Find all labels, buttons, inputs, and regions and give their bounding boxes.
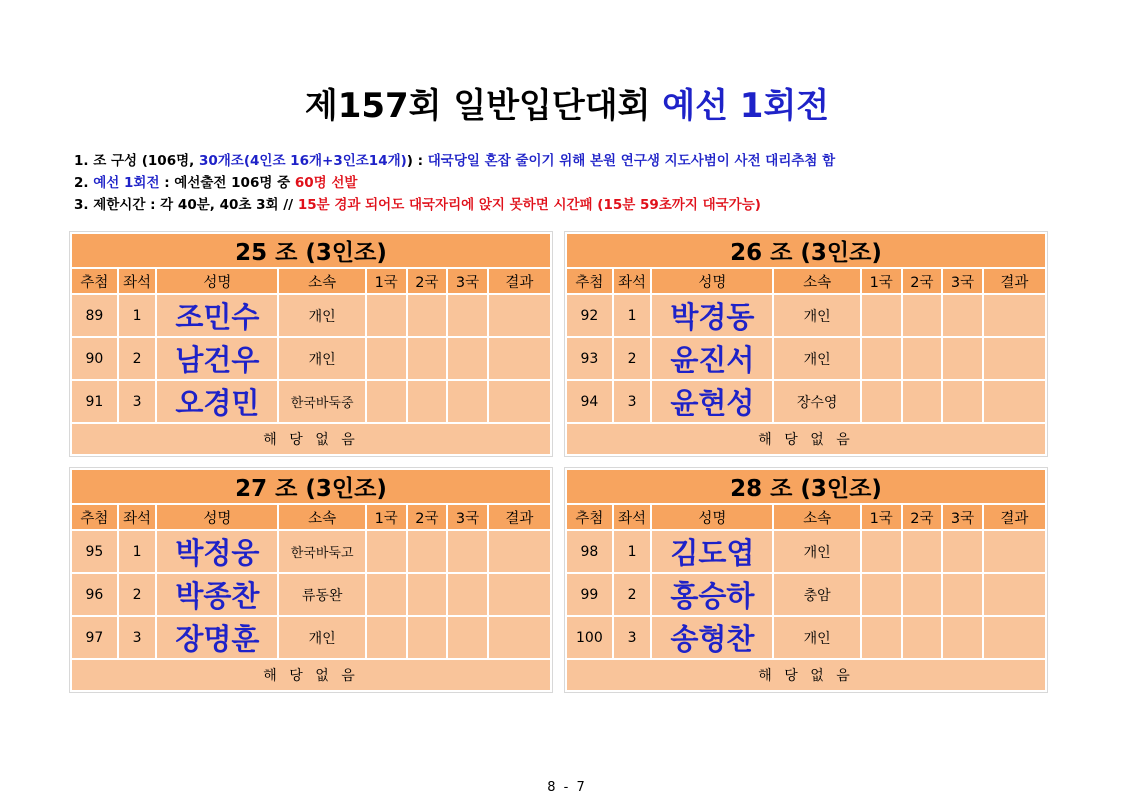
group-table [565,468,1047,692]
result-cell [984,381,1045,422]
column-header: 2국 [903,505,942,529]
game-3-cell [943,617,982,658]
column-header: 2국 [408,269,447,293]
player-club: 한국바둑중 [279,381,364,422]
note-text: 3. 제한시간 : 각 40분, 40초 3회 // [74,197,298,213]
column-header: 추첨 [72,269,117,293]
group-grid [70,468,552,692]
game-2-cell [408,295,447,336]
column-header: 3국 [448,269,487,293]
game-2-cell [903,617,942,658]
game-2-cell [903,531,942,572]
result-cell [489,338,550,379]
table-row [72,617,550,658]
player-club: 개인 [279,338,364,379]
game-1-cell [367,381,406,422]
game-1-cell [367,574,406,615]
game-1-cell [862,617,901,658]
column-header: 결과 [489,269,550,293]
player-name: 조민수 [157,295,277,336]
seat-number: 2 [119,338,156,379]
seat-number: 3 [119,617,156,658]
note-text: 15분 경과 되어도 대국자리에 앉지 못하면 시간패 (15분 59초까지 대국가능) [297,197,761,213]
column-header: 소속 [279,505,364,529]
game-3-cell [448,381,487,422]
column-header: 소속 [774,505,859,529]
game-2-cell [903,381,942,422]
game-1-cell [862,338,901,379]
seat-number: 2 [614,338,651,379]
table-row [72,381,550,422]
draw-number: 99 [567,574,612,615]
player-club: 류동완 [279,574,364,615]
column-header: 소속 [774,269,859,293]
title-highlight: 예선 1회전 [662,86,830,126]
game-3-cell [943,531,982,572]
game-3-cell [943,338,982,379]
game-1-cell [367,531,406,572]
column-header: 결과 [489,505,550,529]
column-header: 성명 [652,505,772,529]
result-cell [984,617,1045,658]
player-name: 장명훈 [157,617,277,658]
result-cell [489,381,550,422]
game-1-cell [862,295,901,336]
group-table [70,468,552,692]
draw-number: 96 [72,574,117,615]
seat-number: 3 [119,381,156,422]
game-3-cell [943,381,982,422]
column-header: 소속 [279,269,364,293]
game-3-cell [943,574,982,615]
player-club: 개인 [279,295,364,336]
column-header: 성명 [157,505,277,529]
seat-number: 2 [119,574,156,615]
player-name: 홍승하 [652,574,772,615]
group-title: 26 조 (3인조) [567,234,1045,267]
game-1-cell [862,531,901,572]
notes [74,150,835,216]
column-header: 3국 [448,505,487,529]
group-footer: 해 당 없 음 [567,660,1045,690]
result-cell [489,531,550,572]
seat-number: 2 [614,574,651,615]
game-2-cell [903,574,942,615]
column-header: 3국 [943,269,982,293]
table-row [72,531,550,572]
group-title: 28 조 (3인조) [567,470,1045,503]
result-cell [984,338,1045,379]
player-name: 남건우 [157,338,277,379]
table-row [567,574,1045,615]
seat-number: 1 [614,295,651,336]
group-table [70,232,552,456]
player-club: 개인 [774,295,859,336]
note-line-1 [74,150,835,172]
game-1-cell [367,295,406,336]
player-name: 김도엽 [652,531,772,572]
game-1-cell [862,381,901,422]
game-3-cell [448,574,487,615]
note-text: 대국당일 혼잡 줄이기 위해 본원 연구생 지도사범이 사전 대리추첨 함 [427,153,836,169]
draw-number: 100 [567,617,612,658]
result-cell [984,531,1045,572]
column-header: 1국 [367,505,406,529]
game-2-cell [408,574,447,615]
game-3-cell [943,295,982,336]
table-row [72,295,550,336]
player-name: 오경민 [157,381,277,422]
seat-number: 1 [119,295,156,336]
player-club: 한국바둑고 [279,531,364,572]
column-header: 결과 [984,505,1045,529]
game-1-cell [367,338,406,379]
table-row [72,338,550,379]
table-row [567,295,1045,336]
player-name: 박정웅 [157,531,277,572]
group-title: 27 조 (3인조) [72,470,550,503]
group-grid [70,232,552,456]
column-header: 2국 [408,505,447,529]
column-header: 2국 [903,269,942,293]
title-main: 제157회 일반입단대회 [304,86,651,126]
result-cell [489,617,550,658]
column-header: 좌석 [119,269,156,293]
player-name: 박경동 [652,295,772,336]
column-header: 3국 [943,505,982,529]
column-header: 성명 [652,269,772,293]
column-header: 추첨 [567,505,612,529]
note-text: 30개조(4인조 16개+3인조14개) [198,153,407,169]
column-header: 1국 [862,505,901,529]
seat-number: 3 [614,617,651,658]
page-number: 8 - 7 [547,780,587,795]
player-name: 박종찬 [157,574,277,615]
draw-number: 92 [567,295,612,336]
note-text: ) : [406,153,428,169]
group-grid [565,468,1047,692]
draw-number: 94 [567,381,612,422]
table-row [72,574,550,615]
player-club: 개인 [774,617,859,658]
draw-number: 97 [72,617,117,658]
draw-number: 89 [72,295,117,336]
game-3-cell [448,295,487,336]
table-row [567,381,1045,422]
column-header: 추첨 [567,269,612,293]
seat-number: 3 [614,381,651,422]
draw-number: 95 [72,531,117,572]
group-footer: 해 당 없 음 [72,424,550,454]
result-cell [489,574,550,615]
draw-number: 91 [72,381,117,422]
column-header: 추첨 [72,505,117,529]
game-3-cell [448,617,487,658]
seat-number: 1 [614,531,651,572]
group-title: 25 조 (3인조) [72,234,550,267]
player-club: 장수영 [774,381,859,422]
group-footer: 해 당 없 음 [567,424,1045,454]
player-name: 윤현성 [652,381,772,422]
game-1-cell [862,574,901,615]
note-text: 예선 1회전 [93,175,160,191]
game-2-cell [903,295,942,336]
note-line-3 [74,194,835,216]
column-header: 좌석 [614,269,651,293]
note-text: 2. [74,175,94,191]
note-text: 1. 조 구성 (106명, [74,153,199,169]
game-2-cell [408,531,447,572]
column-header: 결과 [984,269,1045,293]
player-name: 윤진서 [652,338,772,379]
table-row [567,338,1045,379]
game-1-cell [367,617,406,658]
group-footer: 해 당 없 음 [72,660,550,690]
note-text: 60명 선발 [294,175,358,191]
table-row [567,617,1045,658]
draw-number: 90 [72,338,117,379]
note-line-2 [74,172,835,194]
group-table [565,232,1047,456]
player-name: 송형찬 [652,617,772,658]
game-2-cell [903,338,942,379]
player-club: 개인 [774,338,859,379]
seat-number: 1 [119,531,156,572]
result-cell [984,295,1045,336]
column-header: 성명 [157,269,277,293]
player-club: 개인 [774,531,859,572]
game-2-cell [408,381,447,422]
column-header: 1국 [367,269,406,293]
column-header: 좌석 [614,505,651,529]
table-row [567,531,1045,572]
game-2-cell [408,338,447,379]
page-title [0,78,1134,127]
player-club: 충암 [774,574,859,615]
game-3-cell [448,531,487,572]
group-grid [565,232,1047,456]
game-3-cell [448,338,487,379]
result-cell [984,574,1045,615]
column-header: 1국 [862,269,901,293]
note-text: : 예선출전 106명 중 [159,175,295,191]
draw-number: 98 [567,531,612,572]
result-cell [489,295,550,336]
player-club: 개인 [279,617,364,658]
draw-number: 93 [567,338,612,379]
column-header: 좌석 [119,505,156,529]
game-2-cell [408,617,447,658]
